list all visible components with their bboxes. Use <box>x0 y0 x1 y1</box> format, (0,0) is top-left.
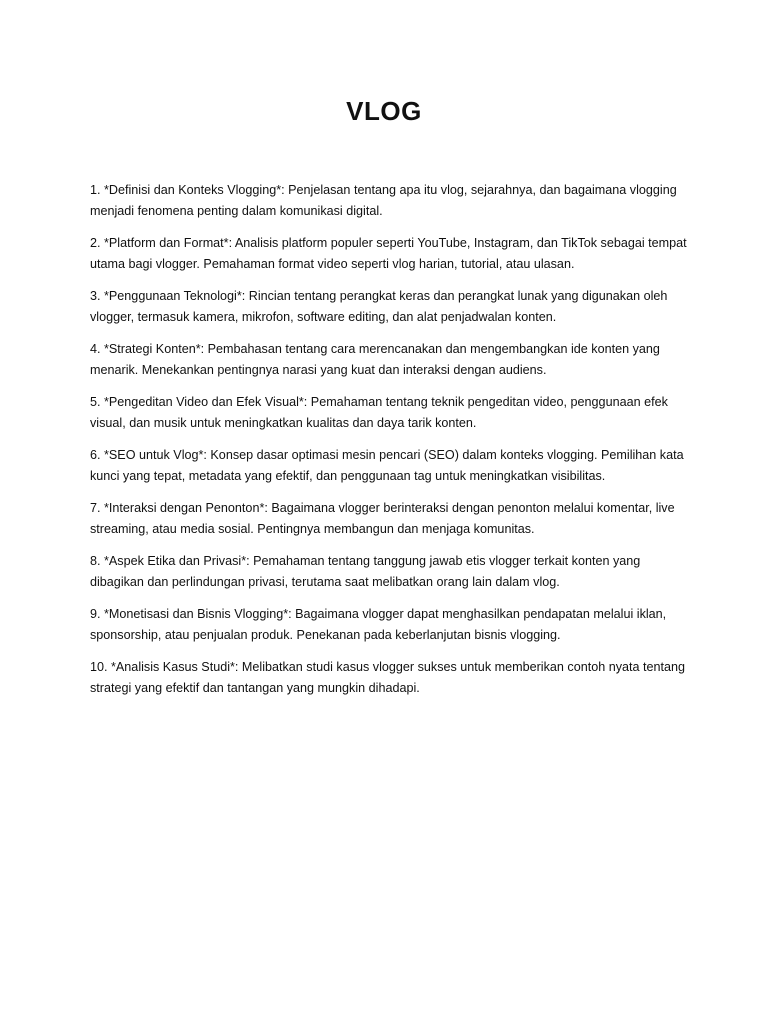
topic-list <box>90 180 690 710</box>
list-item: 2. *Platform dan Format*: Analisis platform populer seperti YouTube, Instagram, dan TikTok sebagai tempat utama bagi vlogger. Pemahaman format video seperti vlog harian, tutorial, atau ulasan. <box>90 236 687 271</box>
list-item: 4. *Strategi Konten*: Pembahasan tentang cara merencanakan dan mengembangkan ide konten yang menarik. Menekankan pentingnya narasi yang kuat dan interaksi dengan audiens. <box>90 342 660 377</box>
list-item: 9. *Monetisasi dan Bisnis Vlogging*: Bagaimana vlogger dapat menghasilkan pendapatan melalui iklan, sponsorship, atau penjualan produk. Penekanan pada keberlanjutan bisnis vlogging. <box>90 607 667 642</box>
list-item: 7. *Interaksi dengan Penonton*: Bagaimana vlogger berinteraksi dengan penonton melalui komentar, live streaming, atau media sosial. Pentingnya membangun dan menjaga komunitas. <box>90 501 675 536</box>
list-item: 3. *Penggunaan Teknologi*: Rincian tentang perangkat keras dan perangkat lunak yang digunakan oleh vlogger, termasuk kamera, mikrofon, software editing, dan alat penjadwalan konten. <box>90 289 668 324</box>
document-title: VLOG <box>346 96 422 126</box>
list-item: 10. *Analisis Kasus Studi*: Melibatkan studi kasus vlogger sukses untuk memberikan contoh nyata tentang strategi yang efektif dan tantangan yang mungkin dihadapi. <box>90 660 686 695</box>
list-item: 5. *Pengeditan Video dan Efek Visual*: Pemahaman tentang teknik pengeditan video, penggunaan efek visual, dan musik untuk meningkatkan kualitas dan daya tarik konten. <box>90 395 668 430</box>
list-item: 6. *SEO untuk Vlog*: Konsep dasar optimasi mesin pencari (SEO) dalam konteks vlogging. Pemilihan kata kunci yang tepat, metadata yang efektif, dan penggunaan tag untuk meningkatkan visibilitas. <box>90 448 684 483</box>
list-item: 8. *Aspek Etika dan Privasi*: Pemahaman tentang tanggung jawab etis vlogger terkait konten yang dibagikan dan perlindungan privasi, terutama saat melibatkan orang lain dalam vlog. <box>90 554 641 589</box>
list-item: 1. *Definisi dan Konteks Vlogging*: Penjelasan tentang apa itu vlog, sejarahnya, dan bagaimana vlogging menjadi fenomena penting dalam komunikasi digital. <box>90 183 677 218</box>
